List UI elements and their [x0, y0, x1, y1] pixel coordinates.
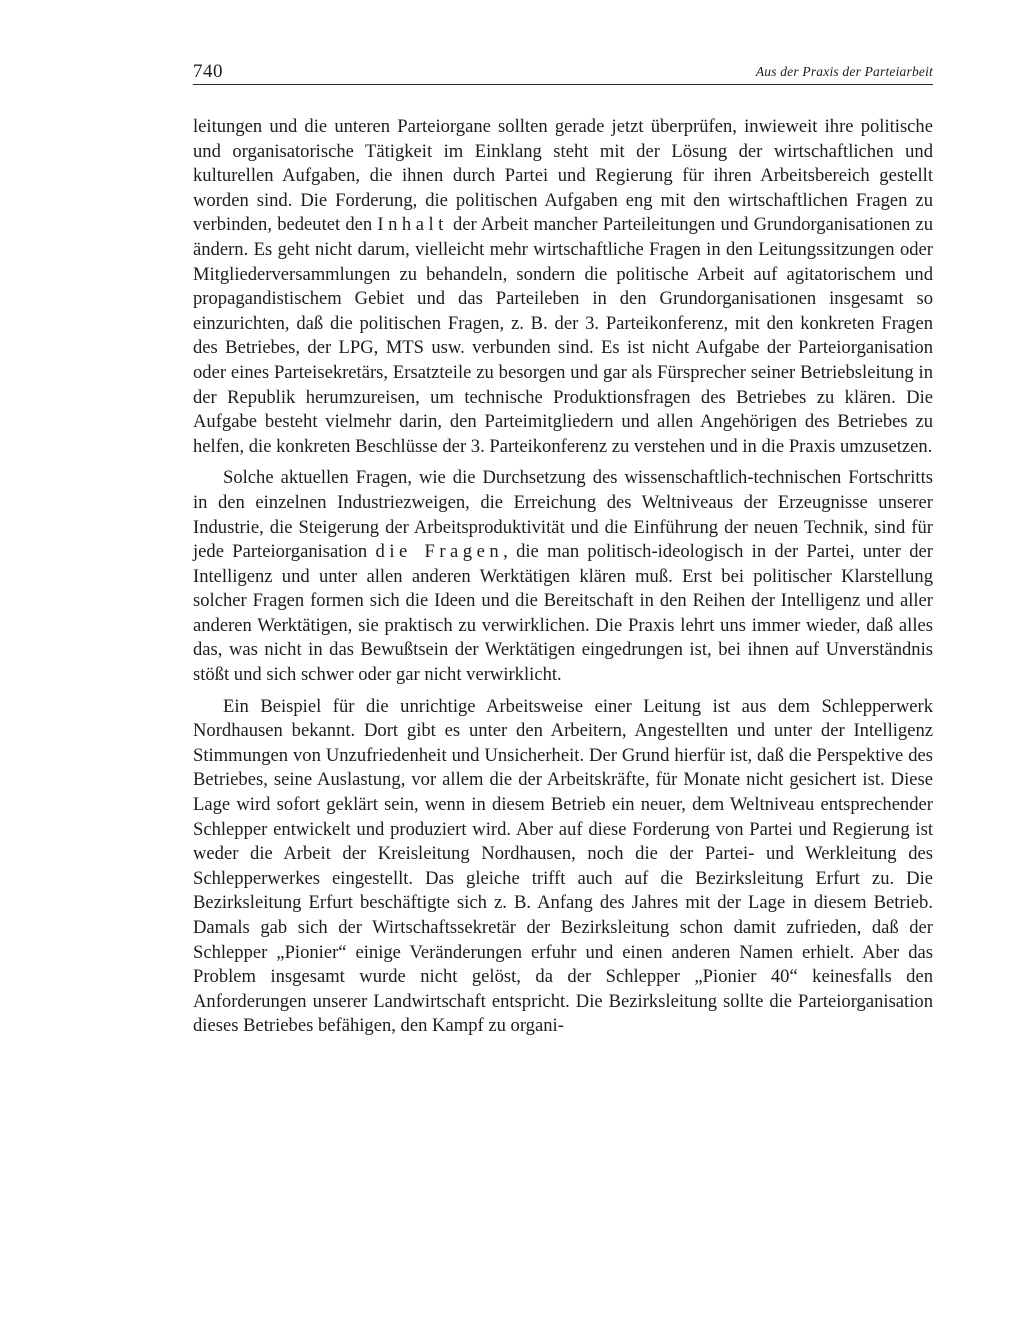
page-number: 740	[193, 61, 223, 82]
paragraph-1	[193, 115, 933, 459]
paragraph-2	[193, 466, 933, 687]
page-header	[193, 60, 933, 85]
paragraph-2-spaced-emphasis: die Fragen	[375, 541, 504, 563]
paragraph-1-spaced-emphasis: Inhalt	[377, 214, 448, 236]
body-text	[193, 115, 933, 1039]
paragraph-2-rest: , die man politisch-ideologisch in der Partei, unter der Intelligenz und unter allen anderen Werktätigen klären muß. Erst bei politischer Klarstellung solcher Fragen formen sich die Ideen und die Bereitschaft in den Reihen der Intelligenz und aller anderen Werktätigen, sie praktisch zu verwirklichen. Die Praxis lehrt uns immer wieder, daß alles das, was nicht in das Bewußtsein der Werktätigen eingedrungen ist, bei ihnen auf Unverständnis stößt und sich schwer oder gar nicht verwirklicht.	[193, 541, 933, 686]
paragraph-3: Ein Beispiel für die unrichtige Arbeitsweise einer Leitung ist aus dem Schlepperwerk Nordhausen bekannt. Dort gibt es unter den Arbeitern, Angestellten und unter der Intelligenz Stimmungen von Unzufriedenheit und Unsicherheit. Der Grund hierfür ist, daß die Perspektive des Betriebes, seine Auslastung, vor allem die der Arbeitskräfte, für Monate nicht gesichert ist. Diese Lage wird sofort geklärt sein, wenn in diesem Betrieb ein neuer, dem Weltniveau entsprechender Schlepper entwickelt und produziert wird. Aber auf diese Forderung von Partei und Regierung ist weder die Arbeit der Kreisleitung Nordhausen, noch die der Partei- und Werkleitung des Schlepperwerkes eingestellt. Das gleiche trifft auch auf die Bezirksleitung Erfurt zu. Die Bezirksleitung Erfurt beschäftigte sich z. B. Anfang des Jahres mit der Lage in diesem Betrieb. Damals gab sich der Wirtschaftssekretär der Bezirksleitung schon damit zufrieden, daß der Schlepper „Pionier“ einige Veränderungen erfuhr und einen anderen Namen erhielt. Aber das Problem insgesamt wurde nicht gelöst, da der Schlepper „Pionier 40“ keinesfalls den Anforderungen unserer Landwirtschaft entspricht. Die Bezirksleitung sollte die Parteiorganisation dieses Betriebes befähigen, den Kampf zu organi-	[193, 695, 933, 1037]
paragraph-2-lead: Solche aktuellen Fragen, wie die Durchsetzung des wissenschaftlich-technischen Fortschritts in den einzelnen Industriezweigen, die Erreichung des Weltniveaus der Erzeugnisse unserer Industrie, die Steigerung der Arbeitsproduktivität und die Einführung der neuen Technik, sind für jede Parteiorganisation	[193, 467, 933, 563]
document-page	[193, 60, 933, 1039]
paragraph-1-lead: leitungen und die unteren Parteiorgane sollten gerade jetzt überprüfen, inwieweit ihre politische und organisatorische Tätigkeit im Einklang steht mit der Lösung der wirtschaftlichen und kulturellen Aufgaben, die ihnen durch Partei und Regierung für ihren Arbeitsbereich gestellt worden sind. Die Forderung, die politischen Aufgaben eng mit den wirtschaftlichen Fragen zu verbinden, bedeutet den	[193, 116, 933, 236]
running-title: Aus der Praxis der Parteiarbeit	[755, 64, 933, 79]
paragraph-1-rest: der Arbeit mancher Parteileitungen und Grundorganisationen zu ändern. Es geht nicht darum, vielleicht mehr wirtschaftliche Fragen in den Leitungssitzungen oder Mitgliederversammlungen zu behandeln, sondern die politische Arbeit auf agitatorischem und propagandistischem Gebiet und das Parteileben in den Grundorganisationen insgesamt so einzurichten, daß die politischen Fragen, z. B. der 3. Parteikonferenz, mit den konkreten Fragen des Betriebes, der LPG, MTS usw. verbunden sind. Es ist nicht Aufgabe der Parteiorganisation oder eines Parteisekretärs, Ersatzteile zu besorgen und gar als Fürsprecher seiner Betriebsleitung in der Republik herumzureisen, um technische Produktionsfragen des Betriebes zu klären. Die Aufgabe besteht vielmehr darin, den Parteimitgliedern und allen Angehörigen des Betriebes zu helfen, die konkreten Beschlüsse der 3. Parteikonferenz zu verstehen und in die Praxis umzusetzen.	[193, 214, 933, 457]
